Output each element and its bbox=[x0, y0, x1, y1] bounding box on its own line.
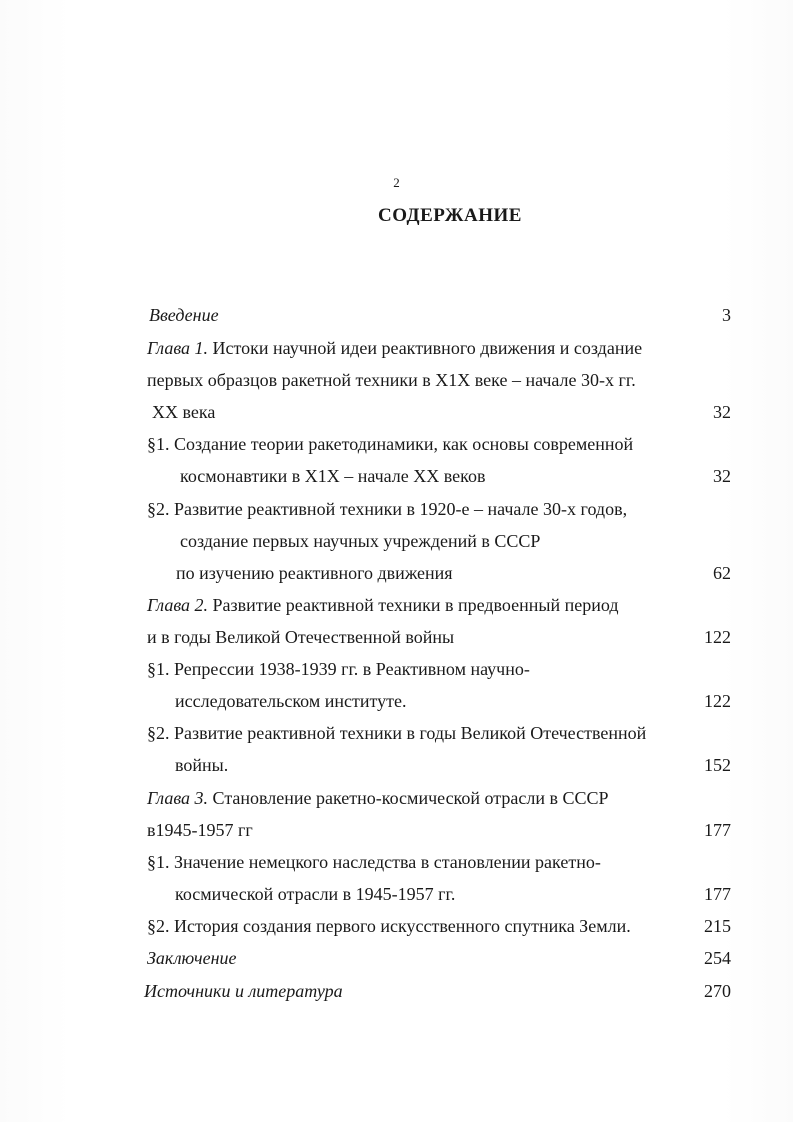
ch3-section-1-line-2: космической отрасли в 1945-1957 гг. bbox=[175, 884, 456, 904]
ch1-section-2-line-2: создание первых научных учреждений в СССР bbox=[180, 531, 541, 551]
toc-ch2-section-1-line-1 bbox=[0, 654, 793, 684]
ch2-section-1-line-1: §1. Репрессии 1938-1939 гг. в Реактивном научно- bbox=[147, 659, 530, 679]
chapter-2-label: Глава 2. bbox=[147, 595, 209, 615]
toc-entry-sources bbox=[0, 976, 793, 1006]
ch2-section-2-line-1: §2. Развитие реактивной техники в годы Великой Отечественной bbox=[147, 723, 647, 743]
toc-ch2-section-1-line-2 bbox=[0, 686, 793, 716]
page-number: 2 bbox=[393, 175, 400, 190]
ch1-section-2-page: 62 bbox=[713, 563, 731, 583]
toc-conclusion-page: 254 bbox=[704, 948, 731, 968]
toc-ch3-section-1-line-1 bbox=[0, 847, 793, 877]
ch1-section-1-page: 32 bbox=[713, 466, 731, 486]
toc-intro-label: Введение bbox=[149, 305, 219, 325]
toc-chapter-1-line-1 bbox=[0, 333, 793, 363]
ch3-section-1-line-1: §1. Значение немецкого наследства в становлении ракетно- bbox=[147, 852, 601, 872]
chapter-1-label: Глава 1. bbox=[147, 338, 209, 358]
ch2-section-1-line-2: исследовательском институте. bbox=[175, 691, 407, 711]
ch1-section-1-line-1: §1. Создание теории ракетодинамики, как основы современной bbox=[147, 434, 634, 454]
chapter-1-title-line-1: Истоки научной идеи реактивного движения и создание bbox=[212, 338, 643, 358]
ch2-section-1-page: 122 bbox=[704, 691, 731, 711]
chapter-3-label: Глава 3. bbox=[147, 788, 209, 808]
toc-ch2-section-2-line-1 bbox=[0, 718, 793, 748]
chapter-3-page: 177 bbox=[704, 820, 731, 840]
chapter-2-title-line-1: Развитие реактивной техники в предвоенный период bbox=[212, 595, 619, 615]
toc-entry-conclusion bbox=[0, 943, 793, 973]
toc-chapter-1-line-3 bbox=[0, 397, 793, 427]
chapter-1-page: 32 bbox=[713, 402, 731, 422]
ch3-section-1-page: 177 bbox=[704, 884, 731, 904]
toc-intro-page: 3 bbox=[722, 305, 731, 325]
toc-ch1-section-2-line-1 bbox=[0, 494, 793, 524]
toc-ch3-section-2 bbox=[0, 911, 793, 941]
chapter-3-title-line-2: в1945-1957 гг bbox=[147, 820, 253, 840]
chapter-3-title-line-1: Становление ракетно-космической отрасли в СССР bbox=[212, 788, 609, 808]
toc-ch2-section-2-line-2 bbox=[0, 750, 793, 780]
toc-ch1-section-1-line-2 bbox=[0, 461, 793, 491]
ch2-section-2-page: 152 bbox=[704, 755, 731, 775]
toc-chapter-1-line-2 bbox=[0, 365, 793, 395]
chapter-1-title-line-2: первых образцов ракетной техники в Х1Х веке – начале 30-х гг. bbox=[147, 370, 636, 390]
toc-sources-label: Источники и литература bbox=[144, 981, 343, 1001]
toc-conclusion-label: Заключение bbox=[147, 948, 237, 968]
ch3-section-2-page: 215 bbox=[704, 916, 731, 936]
toc-entry-intro bbox=[0, 300, 793, 330]
toc-sources-page: 270 bbox=[704, 981, 731, 1001]
toc-heading: СОДЕРЖАНИЕ bbox=[378, 205, 522, 226]
toc-ch3-section-1-line-2 bbox=[0, 879, 793, 909]
toc-chapter-2-line-1 bbox=[0, 590, 793, 620]
ch3-section-2-line-1: §2. История создания первого искусственного спутника Земли. bbox=[147, 916, 631, 936]
toc-ch1-section-1-line-1 bbox=[0, 429, 793, 459]
ch1-section-2-line-3: по изучению реактивного движения bbox=[176, 563, 453, 583]
toc-ch1-section-2-line-2 bbox=[0, 526, 793, 556]
toc-chapter-2-line-2 bbox=[0, 622, 793, 652]
chapter-2-title-line-2: и в годы Великой Отечественной войны bbox=[147, 627, 455, 647]
ch1-section-1-line-2: космонавтики в Х1Х – начале ХХ веков bbox=[180, 466, 486, 486]
ch1-section-2-line-1: §2. Развитие реактивной техники в 1920-е – начале 30-х годов, bbox=[147, 499, 628, 519]
chapter-1-title-line-3: ХХ века bbox=[152, 402, 216, 422]
toc-chapter-3-line-1 bbox=[0, 783, 793, 813]
toc-ch1-section-2-line-3 bbox=[0, 558, 793, 588]
chapter-2-page: 122 bbox=[704, 627, 731, 647]
ch2-section-2-line-2: войны. bbox=[175, 755, 229, 775]
toc-chapter-3-line-2 bbox=[0, 815, 793, 845]
